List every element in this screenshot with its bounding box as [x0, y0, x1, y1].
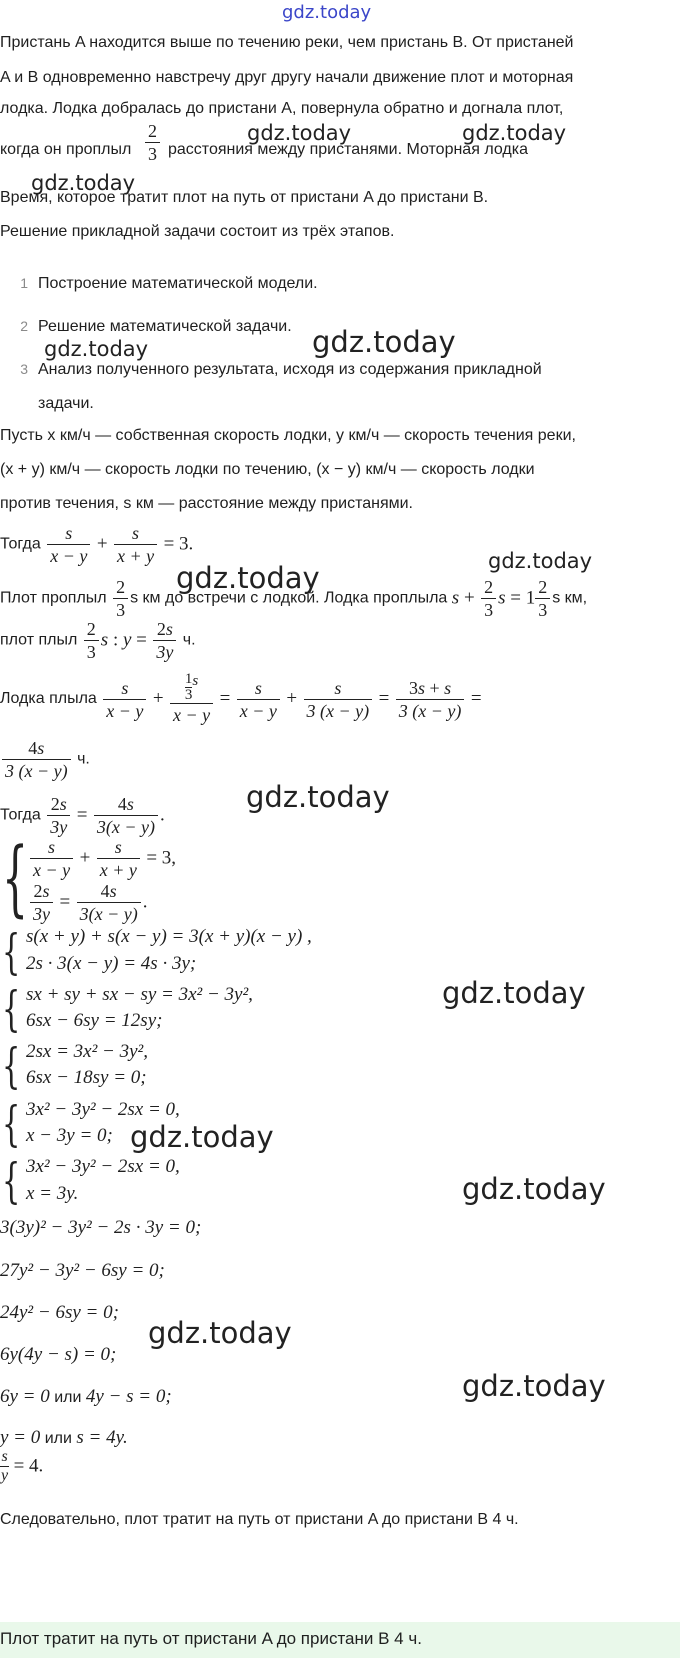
system-line: 3x² − 3y² − 2sx = 0,: [26, 1099, 180, 1120]
step-line: 27y² − 3y² − 6sy = 0;: [0, 1260, 165, 1281]
step-part: 6y = 0: [0, 1386, 50, 1407]
raft-text: Плот проплыл: [0, 589, 107, 607]
system-brace: {: [2, 1038, 21, 1094]
system-line: x = 3y.: [26, 1183, 79, 1204]
watermark: gdz.today: [148, 1316, 292, 1350]
equation-equal-time: Тогда $\frac{2s}{3y}$ = $\frac{4s}{3(x - y)}$ .: [0, 794, 165, 837]
raft-text: s км,: [552, 589, 588, 607]
stage-text: Построение математической модели.: [38, 275, 318, 292]
hours-unit: ч.: [77, 750, 90, 768]
system-line: $\frac{2s}{3y}$ = $\frac{4s}{3(x - y)}$ .: [28, 880, 148, 925]
problem-line-3: лодка. Лодка добралась до пристани A, повернула обратно и догнала плот,: [0, 100, 564, 117]
or-word: или: [54, 1389, 82, 1406]
watermark: gdz.today: [176, 561, 320, 595]
raft-text: s км до встречи с лодкой. Лодка проплыла: [130, 589, 448, 607]
raft-time: плот плыл $\frac{2}{3}$ s : y = $\frac{2s}{3y}$ ч.: [0, 619, 196, 662]
stage-item: [0, 273, 318, 294]
vars-line-3: против течения, s км — расстояние между пристанями.: [0, 495, 413, 512]
stage-item: [0, 359, 542, 380]
watermark: gdz.today: [462, 121, 567, 145]
system-line: $\frac{s}{x - y}$ + $\frac{s}{x + y}$ = 3,: [28, 836, 176, 881]
then-word: Тогда: [0, 806, 41, 824]
fraction-denominator: 3: [148, 144, 157, 164]
system-brace: {: [2, 1096, 21, 1152]
then-word: Тогда: [0, 535, 41, 553]
system-line: sx + sy + sx − sy = 3x² − 3y²,: [26, 984, 253, 1005]
system-line: s(x + y) + s(x − y) = 3(x + y)(x − y) ,: [26, 926, 312, 947]
step-part: y = 0: [0, 1427, 41, 1448]
stage-text: задачи.: [38, 395, 94, 412]
or-word: или: [44, 1430, 72, 1447]
watermark: gdz.today: [247, 121, 352, 145]
watermark: gdz.today: [488, 549, 593, 573]
boat-word: Лодка плыла: [0, 690, 97, 707]
step-line: 24y² − 6sy = 0;: [0, 1302, 119, 1323]
ratio-rhs: = 4.: [13, 1455, 44, 1477]
system-line: 6sx − 6sy = 12sy;: [26, 1010, 163, 1031]
system-brace: {: [2, 1153, 21, 1209]
problem-line-4b: расстояния между пристанями. Моторная лодка: [168, 141, 528, 158]
step-line-or: [0, 1427, 128, 1449]
step-line: 3(3y)² − 3y² − 2s · 3y = 0;: [0, 1217, 202, 1238]
watermark-top: gdz.today: [282, 2, 372, 23]
watermark: gdz.today: [130, 1120, 274, 1154]
step-line-or: [0, 1386, 172, 1408]
raft-text: ч.: [182, 631, 196, 649]
watermark: gdz.today: [462, 1172, 606, 1206]
watermark: gdz.today: [442, 976, 586, 1010]
stage-item: [0, 316, 292, 337]
conclusion-text: Следовательно, плот тратит на путь от пристани A до пристани B 4 ч.: [0, 1511, 519, 1528]
stage-item: [0, 394, 94, 414]
problem-line-1: Пристань A находится выше по течению реки, чем пристань B. От пристаней: [0, 34, 574, 51]
stage-number: 3: [20, 361, 28, 377]
answer-text: Плот тратит на путь от пристани A до пристани B 4 ч.: [0, 1629, 422, 1648]
answer-box: [0, 1622, 680, 1658]
system-line: 6sx − 18sy = 0;: [26, 1067, 147, 1088]
system-line: x − 3y = 0;: [26, 1125, 113, 1146]
boat-time-result: $\frac{4s}{3 (x - y)}$ ч.: [0, 737, 90, 782]
watermark: gdz.today: [312, 325, 456, 359]
equation-time: Тогда $\frac{s}{x - y}$ + $\frac{s}{x + y}$ = 3.: [0, 523, 194, 566]
stage-text: Анализ полученного результата, исходя из содержания прикладной: [38, 361, 542, 378]
watermark: gdz.today: [462, 1369, 606, 1403]
watermark: gdz.today: [31, 171, 136, 195]
watermark: gdz.today: [44, 337, 149, 361]
watermark: gdz.today: [246, 780, 390, 814]
system-brace: {: [2, 981, 21, 1037]
stage-text: Решение математической задачи.: [38, 318, 292, 335]
problem-question: Время, которое тратит плот на путь от пристани A до пристани B.: [0, 189, 489, 206]
raft-sentence: Плот проплыл $\frac{2}{3}$ s км до встречи с лодкой. Лодка проплыла s + $\frac{2}{3}$ s = 1 $\frac{2}{3}$ s км,: [0, 577, 588, 620]
problem-line-4a: когда он проплыл: [0, 141, 132, 158]
system-line: 3x² − 3y² − 2sx = 0,: [26, 1156, 180, 1177]
stage-number: 1: [20, 275, 28, 291]
system-line: 2s · 3(x − y) = 4s · 3y;: [26, 953, 197, 974]
solution-intro: Решение прикладной задачи состоит из трёх этапов.: [0, 223, 395, 240]
step-part: s = 4y.: [76, 1427, 128, 1448]
step-part: 4y − s = 0;: [85, 1386, 172, 1407]
fraction-two-thirds: [143, 120, 162, 165]
raft-text: плот плыл: [0, 631, 78, 649]
step-line: 6y(4y − s) = 0;: [0, 1344, 117, 1365]
stage-number: 2: [20, 318, 28, 334]
system-brace: {: [2, 831, 29, 926]
system-brace: {: [2, 924, 21, 980]
fraction-numerator: 2: [145, 120, 160, 143]
vars-line-1: Пусть x км/ч — собственная скорость лодки, y км/ч — скорость течения реки,: [0, 427, 576, 444]
ratio-line: $\frac{s}{y}$ = 4.: [1, 1448, 44, 1484]
vars-line-2: (x + y) км/ч — скорость лодки по течению, (x − y) км/ч — скорость лодки: [0, 461, 535, 478]
problem-line-2: A и B одновременно навстречу друг другу начали движение плот и моторная: [0, 69, 574, 86]
system-line: 2sx = 3x² − 3y²,: [26, 1041, 148, 1062]
boat-time: Лодка плыла $\frac{s}{x - y}$ + $\frac{1}{3}$ $^s$ x − y = $\frac{s}{x - y}$ + $\frac{s}{3 (x - y)}$ = $\frac{3s + s}{3 (x - y)}$ =: [0, 671, 482, 725]
